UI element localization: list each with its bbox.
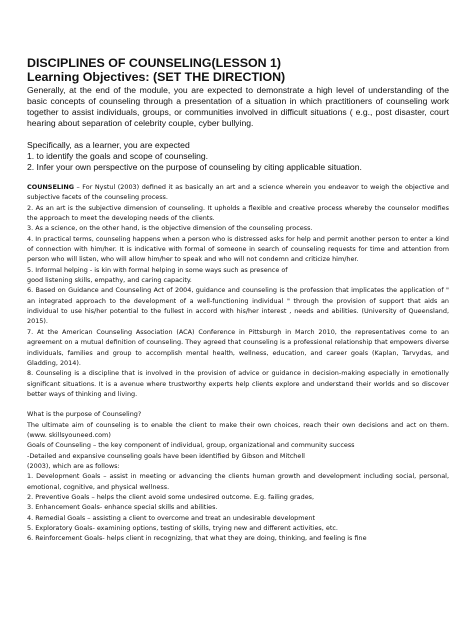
counseling-section — [27, 182, 449, 399]
goal-item: 5. Exploratory Goals- examining options, testing of skills, trying new and different activities, etc. — [27, 524, 338, 532]
objective-item: 2. Infer your own perspective on the purpose of counseling by citing applicable situation. — [27, 162, 362, 172]
objective-item: 1. to identify the goals and scope of counseling. — [27, 151, 209, 161]
counseling-definition-text: – For Nystul (2003) defined it as basically an art and a science wherein you endeavor to weigh the objective and subjective facets of the counseling process. — [27, 183, 449, 202]
purpose-answer: The ultimate aim of counseling is to enable the client to make their own choices, reach their own decisions and act on them. (www. skillsyouneed.com) — [27, 420, 449, 439]
goals-intro-line: Goals of Counseling – the key component of individual, group, organizational and community success — [27, 441, 355, 450]
document-page — [27, 56, 449, 544]
goal-item: 6. Reinforcement Goals- helps client in recognizing, that what they are doing, thinking, and feeling is fine — [27, 534, 367, 543]
point-item: 8. Counseling is a discipline that is involved in the provision of advice or guidance in decision-making especially in emotionally significant situations. It is a avenue where trustworthy experts help clients explore and understand their worlds and so discover better ways of thinking and living. — [27, 369, 449, 398]
page-title: DISCIPLINES OF COUNSELING(LESSON 1) — [27, 56, 282, 70]
point-item: 4. In practical terms, counseling happens when a person who is distressed asks for help and permit another person to enter a kind of connection with him/her. It is indicative with formal of someone in search of counseling requests for time and attention from person who will listen, who will allow him/her to speak and who will not condemn and criticize him/her. — [27, 234, 449, 264]
counseling-definition — [27, 182, 449, 203]
point-item: 6. Based on Guidance and Counseling Act of 2004, guidance and counseling is the profession that implicates the application of " an integrated approach to the development of a well-functioning individual " through the provision of support that aids an individual to use his/her potential to the fullest in accord with his/her interest , needs and abilities. (University of Queensland, 2015). — [27, 286, 449, 326]
specifically-line: Specifically, as a learner, you are expected — [27, 140, 190, 150]
page-subtitle: Learning Objectives: (SET THE DIRECTION) — [27, 70, 286, 84]
goal-item: 1. Development Goals – assist in meeting or advancing the clients human growth and development including social, personal, emotional, cognitive, and physical wellness. — [27, 472, 449, 491]
point-item: 5. Informal helping - is kin with formal helping in some ways such as presence of — [27, 265, 288, 274]
counseling-term: COUNSELING — [27, 183, 75, 191]
goals-intro-line: -Detailed and expansive counseling goals have been identified by Gibson and Mitchell — [27, 451, 305, 460]
goal-item: 2. Preventive Goals – helps the client avoid some undesired outcome. E.g. failing grades, — [27, 492, 315, 501]
purpose-section — [27, 409, 449, 543]
goals-intro-line: (2003), which are as follows: — [27, 461, 120, 470]
point-item: 7. At the American Counseling Association (ACA) Conference in Pittsburgh in March 2010, the representatives come to an agreement on a mutual definition of counseling. They agreed that counseling is a professional relationship that empowers diverse individuals, families and group to accomplish mental health, wellness, education, and career goals (Kaplan, Tarvydas, and Gladding, 2014). — [27, 327, 449, 367]
point-item: 2. As an art is the subjective dimension of counseling. It upholds a flexible and creative process whereby the counselor modifies the approach to meet the developing needs of the clients. — [27, 203, 449, 223]
purpose-question: What is the purpose of Counseling? — [27, 410, 142, 419]
intro-paragraph: Generally, at the end of the module, you are expected to demonstrate a high level of understanding of the basic concepts of counseling through a presentation of a situation in which practitioners of counseling work together to assist individuals, groups, or communities involved in difficult situations ( e.g., post disaster, court hearing about separation of celebrity couple, cyber bullying. — [27, 85, 449, 128]
intro-section — [27, 85, 449, 173]
point-item: good listening skills, empathy, and caring capacity. — [27, 276, 192, 285]
goal-item: 3. Enhancement Goals- enhance special skills and abilities. — [27, 503, 218, 512]
point-item: 3. As a science, on the other hand, is the objective dimension of the counseling process. — [27, 224, 313, 233]
goal-item: 4. Remedial Goals – assisting a client to overcome and treat an undesirable development — [27, 513, 316, 522]
